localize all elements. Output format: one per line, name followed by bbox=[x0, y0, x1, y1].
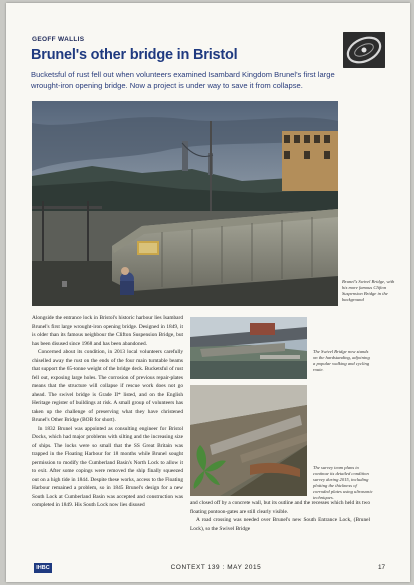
article-headline: Brunel's other bridge in Bristol bbox=[31, 47, 238, 63]
img3-caption: The survey team plans to continue its detailed condition survey during 2015, including plotting the thickness of corroded plates using ultrasonic techniques. bbox=[313, 465, 373, 500]
swivel-bridge-photo-art bbox=[190, 317, 307, 379]
hero-photo bbox=[32, 101, 338, 306]
swivel-bridge-photo bbox=[190, 317, 307, 379]
body-paragraph: Concerned about its condition, in 2013 local volunteers carefully chiselled away the rust on the ends of the four main turntable beams that support the 65-tonne weight of the bridge deck. Bucketsful of rust fell out, exposing large holes. The corrosion of previous repair-plates means that the structure will collapse if rescue work does not go ahead. The swivel bridge is Grade II* listed, and on the English Heritage register of buildings at risk. A small group of volunteers has taken up the challenge of preserving what they have christened Brunel's Other Bridge (BOB for short). bbox=[32, 349, 183, 423]
turntable-photo-art bbox=[190, 385, 307, 496]
issue-info: CONTEXT 139 : MAY 2015 bbox=[170, 564, 262, 571]
hero-caption: Brunel's Swivel Bridge, with his more famous Clifton Suspension Bridge in the background bbox=[342, 279, 395, 302]
magazine-page bbox=[6, 3, 410, 582]
author-byline: GEOFF WALLIS bbox=[32, 36, 85, 43]
body-column-2 bbox=[190, 499, 370, 533]
turntable-photo bbox=[190, 385, 307, 496]
hero-photo-art bbox=[32, 101, 338, 306]
img2-caption: The Swivel Bridge now stands on the hardstanding, adjoining a popular walking and cycling route. bbox=[313, 349, 370, 372]
body-paragraph: In 1832 Brunel was appointed as consulting engineer for Bristol Docks, which had major problems with silting and the increasing size of ships. The locks were so small that the SS Great Britain was trapped in the Floating Harbour for 18 months while Brunel sought permission to modify the Cumberland Basin's North Lock to allow it to exit. After some copings were removed the ship finally squeezed out on a high tide in 1844. Despite these works, access to the Floating Harbour remained a problem, so in 1845 Brunel's design for a new South Lock at Cumberland Basin was accepted and construction was completed in 1849. His South Lock now lies disused bbox=[32, 425, 183, 508]
corner-photo bbox=[343, 32, 385, 68]
body-paragraph: Alongside the entrance lock in Bristol's historic harbour lies Isambard Brunel's first large wrought-iron opening bridge. Designed in 1849, it is older than its famous neighbour the Clifton Suspension Bridge, but has been disused since 1968 and has been abandoned. bbox=[32, 315, 183, 347]
ihbc-logo: IHBC bbox=[34, 563, 52, 573]
body-column-1 bbox=[32, 314, 183, 510]
body-paragraph: and closed off by a concrete wall, but its outline and the recesses which held its two floating pontoon-gates are still clearly visible. bbox=[190, 500, 370, 515]
body-paragraph: A road crossing was needed over Brunel's new South Entrance Lock, (Brunel Lock), so the Swivel Bridge bbox=[190, 517, 370, 532]
article-standfirst: Bucketsful of rust fell out when volunteers examined Isambard Kingdom Brunel's first large wrought-iron opening bridge. Now a project is under way to save it from collapse. bbox=[31, 70, 335, 90]
page-number: 17 bbox=[378, 564, 386, 571]
corner-photo-art bbox=[343, 32, 385, 68]
